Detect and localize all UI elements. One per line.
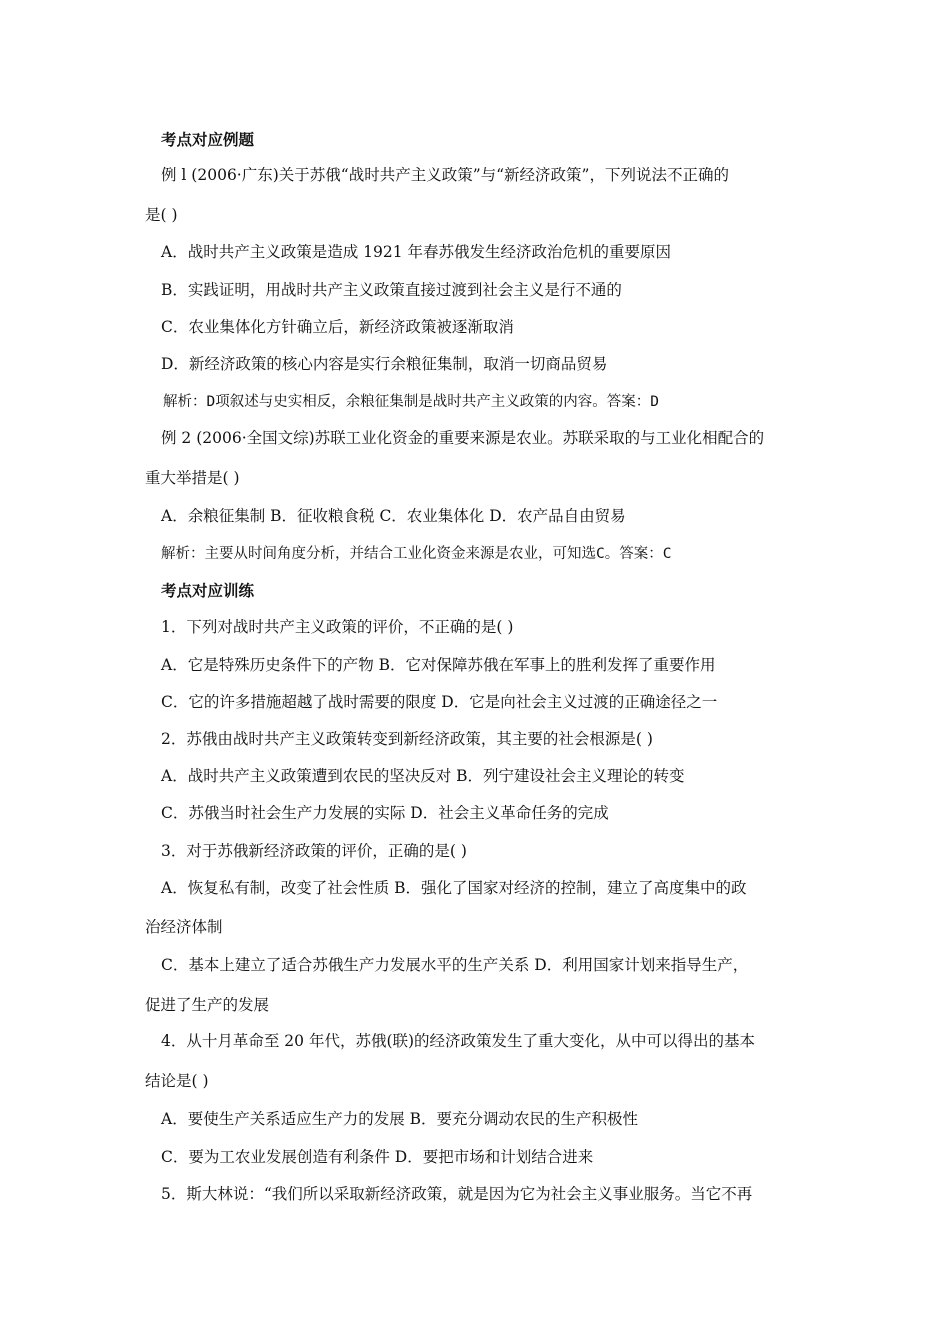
q2-options-cd: C．苏俄当时社会生产力发展的实际 D．社会主义革命任务的完成 bbox=[161, 804, 609, 822]
q3-stem: 3．对于苏俄新经济政策的评价，正确的是( ) bbox=[161, 842, 467, 860]
example1-analysis: 解析：D项叙述与史实相反，余粮征集制是战时共产主义政策的内容。答案：D bbox=[163, 394, 659, 410]
example1-option-a: A．战时共产主义政策是造成 1921 年春苏俄发生经济政治危机的重要原因 bbox=[161, 243, 671, 261]
q5-stem-line1: 5．斯大林说：“我们所以采取新经济政策，就是因为它为社会主义事业服务。当它不再 bbox=[161, 1185, 753, 1203]
q4-options-ab: A．要使生产关系适应生产力的发展 B．要充分调动农民的生产积极性 bbox=[161, 1110, 639, 1128]
example2-analysis: 解析：主要从时间角度分析，并结合工业化资金来源是农业，可知选C。答案：C bbox=[161, 546, 672, 562]
q1-options-ab: A．它是特殊历史条件下的产物 B．它对保障苏俄在军事上的胜利发挥了重要作用 bbox=[161, 656, 716, 674]
q3-options-cd-line2: 促进了生产的发展 bbox=[145, 996, 270, 1014]
example1-option-b: B．实践证明，用战时共产主义政策直接过渡到社会主义是行不通的 bbox=[161, 281, 622, 299]
q3-options-cd-line1: C．基本上建立了适合苏俄生产力发展水平的生产关系 D．利用国家计划来指导生产， bbox=[161, 956, 749, 974]
example2-stem-line1: 例 2 (2006·全国文综)苏联工业化资金的重要来源是农业。苏联采取的与工业化相配合的 bbox=[161, 429, 765, 447]
q3-options-ab-line2: 治经济体制 bbox=[145, 918, 223, 936]
q4-options-cd: C．要为工农业发展创造有利条件 D．要把市场和计划结合进来 bbox=[161, 1148, 594, 1166]
q2-stem: 2．苏俄由战时共产主义政策转变到新经济政策，其主要的社会根源是( ) bbox=[161, 730, 653, 748]
q2-options-ab: A．战时共产主义政策遭到农民的坚决反对 B．列宁建设社会主义理论的转变 bbox=[161, 767, 685, 785]
q4-stem-line2: 结论是( ) bbox=[145, 1072, 209, 1090]
section-heading-training: 考点对应训练 bbox=[161, 581, 255, 600]
q1-options-cd: C．它的许多措施超越了战时需要的限度 D．它是向社会主义过渡的正确途径之一 bbox=[161, 693, 718, 711]
example1-option-c: C．农业集体化方针确立后，新经济政策被逐渐取消 bbox=[161, 318, 514, 336]
q3-options-ab-line1: A．恢复私有制，改变了社会性质 B．强化了国家对经济的控制，建立了高度集中的政 bbox=[161, 879, 747, 897]
example1-stem-line1: 例 l (2006·广东)关于苏俄“战时共产主义政策”与“新经济政策”，下列说法不正确的 bbox=[161, 166, 729, 184]
example2-options: A．余粮征集制 B．征收粮食税 C．农业集体化 D．农产品自由贸易 bbox=[161, 507, 626, 525]
example1-stem-line2: 是( ) bbox=[145, 206, 178, 224]
section-heading-examples: 考点对应例题 bbox=[161, 130, 255, 149]
q1-stem: 1．下列对战时共产主义政策的评价，不正确的是( ) bbox=[161, 618, 514, 636]
example2-stem-line2: 重大举措是( ) bbox=[145, 469, 240, 487]
q4-stem-line1: 4．从十月革命至 20 年代，苏俄(联)的经济政策发生了重大变化，从中可以得出的基本 bbox=[161, 1032, 756, 1050]
example1-option-d: D．新经济政策的核心内容是实行余粮征集制，取消一切商品贸易 bbox=[161, 355, 608, 373]
